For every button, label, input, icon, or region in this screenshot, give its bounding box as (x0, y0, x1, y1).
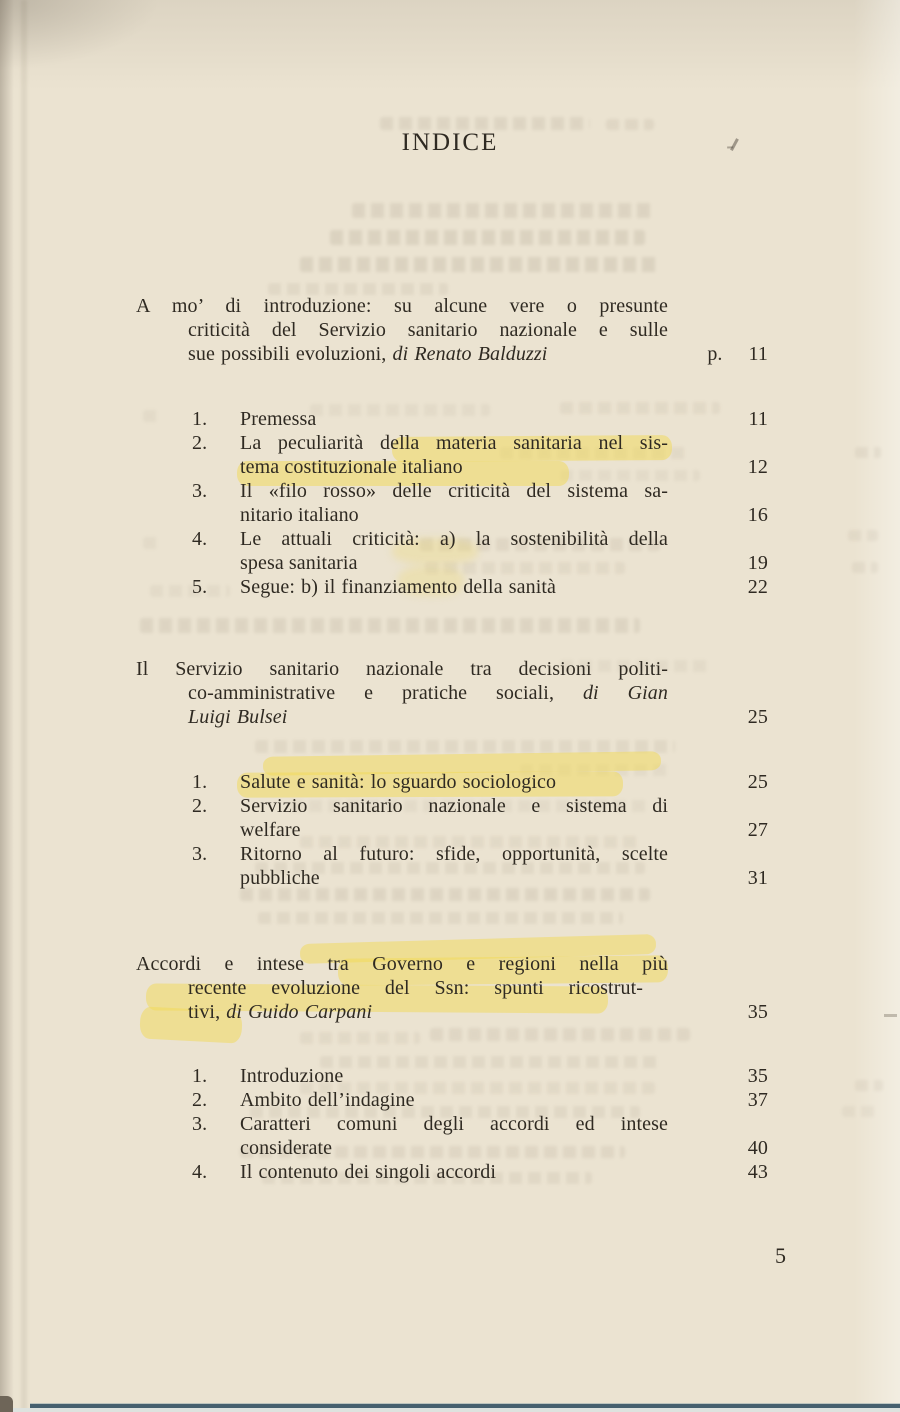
paper-crease (21, 0, 27, 1412)
bleed-through-text (258, 912, 623, 924)
heading-page-ref (748, 705, 768, 729)
item-text: tema costituzionale italiano (240, 456, 463, 478)
item-text: Salute e sanità: lo sguardo sociologico (240, 771, 557, 793)
heading-line: Accordi e intese tra Governo e regioni nella più (136, 953, 668, 975)
item-text: Caratteri comuni degli accordi ed intese (240, 1113, 668, 1135)
paper-right-edge-light (854, 0, 900, 1412)
paper-left-edge-shadow (0, 0, 14, 1412)
item-text: Introduzione (240, 1065, 344, 1087)
toc-item-list (136, 1064, 768, 1184)
item-page-number: 35 (747, 1065, 768, 1087)
bleed-through-text (352, 203, 652, 218)
bleed-through-text (330, 230, 645, 245)
heading-author: di Renato Balduzzi (392, 343, 548, 365)
footer-edge-light-strip (13, 1408, 900, 1412)
heading-line (188, 705, 668, 729)
toc-item (136, 1160, 768, 1184)
item-page-number: 31 (747, 867, 768, 889)
toc-item (136, 575, 768, 599)
paper-corner-shadow (0, 0, 160, 70)
item-number: 3. (192, 1113, 208, 1135)
toc-item (136, 770, 768, 794)
item-text: La peculiarità della materia sanitaria nel sis- (240, 432, 668, 454)
bleed-through-text (300, 257, 660, 272)
corner-notch (0, 1396, 13, 1412)
toc-item (136, 431, 768, 479)
page-prefix: p. (707, 343, 723, 365)
heading-line: A mo’ di introduzione: su alcune vere o presunte (136, 295, 668, 317)
bleed-through-text (855, 1080, 883, 1091)
toc-heading (136, 657, 768, 729)
toc-item-list (136, 770, 768, 890)
toc-heading (136, 952, 768, 1024)
item-text: Ambito dell’indagine (240, 1089, 415, 1111)
item-number: 4. (192, 1161, 208, 1183)
bleed-through-text (430, 1028, 690, 1041)
toc-item (136, 1112, 768, 1160)
toc-item (136, 842, 768, 890)
heading-page-number: 11 (748, 343, 768, 365)
heading-line: co-amministrative e pratiche sociali, di Gian (188, 682, 668, 704)
heading-line: sue possibili evoluzioni, di Renato Balduzzi (188, 343, 548, 365)
item-text: Segue: b) il finanziamento della sanità (240, 576, 557, 598)
heading-page-ref (707, 342, 768, 366)
heading-line: recente evoluzione del Ssn: spunti ricostrut- (188, 977, 643, 999)
bleed-through-text (842, 1106, 876, 1117)
item-text: Servizio sanitario nazionale e sistema di (240, 795, 668, 817)
page-title: INDICE (401, 129, 499, 156)
item-page-number: 22 (747, 576, 768, 598)
item-number: 2. (192, 1089, 208, 1111)
item-number: 2. (192, 795, 208, 817)
item-page-number: 43 (747, 1161, 768, 1183)
toc-item (136, 527, 768, 575)
heading-page-number: 25 (747, 706, 768, 728)
bleed-through-text (852, 562, 878, 573)
item-page-number: 16 (747, 504, 768, 526)
bleed-through-text (300, 1032, 420, 1044)
toc-item (136, 1064, 768, 1088)
item-number: 3. (192, 843, 208, 865)
heading-author: di Gian (582, 682, 668, 704)
edge-mark (884, 1014, 897, 1017)
item-text: Ritorno al futuro: sfide, opportunità, scelte (240, 843, 668, 865)
item-number: 1. (192, 1065, 208, 1087)
toc-item (136, 407, 768, 431)
item-number: 1. (192, 771, 208, 793)
item-text: considerate (240, 1137, 333, 1159)
item-number: 4. (192, 528, 208, 550)
heading-line: criticità del Servizio sanitario nazionale e sulle (188, 319, 668, 341)
item-text: Il «filo rosso» delle criticità del sistema sa- (240, 480, 668, 502)
item-page-number: 11 (748, 408, 768, 430)
item-text: nitario italiano (240, 504, 359, 526)
toc-heading (136, 294, 768, 366)
heading-author: Luigi Bulsei (188, 706, 288, 728)
bleed-through-text (848, 530, 878, 541)
heading-line: Il Servizio sanitario nazionale tra decisioni politi- (136, 658, 668, 680)
item-page-number: 19 (747, 552, 768, 574)
toc-item (136, 794, 768, 842)
item-number: 1. (192, 408, 208, 430)
toc-item (136, 479, 768, 527)
item-number: 3. (192, 480, 208, 502)
bleed-through-text (855, 447, 881, 458)
item-number: 5. (192, 576, 208, 598)
item-page-number: 40 (747, 1137, 768, 1159)
item-text: Il contenuto dei singoli accordi (240, 1161, 497, 1183)
item-page-number: 25 (747, 771, 768, 793)
item-page-number: 12 (747, 456, 768, 478)
item-text: spesa sanitaria (240, 552, 358, 574)
bleed-through-text (140, 618, 640, 633)
bleed-through-text (606, 119, 654, 130)
item-text: welfare (240, 819, 301, 841)
item-page-number: 27 (747, 819, 768, 841)
heading-page-number: 35 (747, 1001, 768, 1023)
item-text: pubbliche (240, 867, 320, 889)
page-number-footer: 5 (775, 1243, 787, 1268)
heading-author: di Guido Carpani (226, 1001, 373, 1023)
item-number: 2. (192, 432, 208, 454)
toc-item (136, 1088, 768, 1112)
item-text: Premessa (240, 408, 317, 430)
item-text: Le attuali criticità: a) la sostenibilità della (240, 528, 668, 550)
heading-line: tivi, di Guido Carpani (188, 1001, 373, 1023)
item-page-number: 37 (747, 1089, 768, 1111)
heading-page-ref (748, 1000, 768, 1024)
toc-item-list (136, 407, 768, 599)
paper-top-shadow (0, 0, 900, 90)
